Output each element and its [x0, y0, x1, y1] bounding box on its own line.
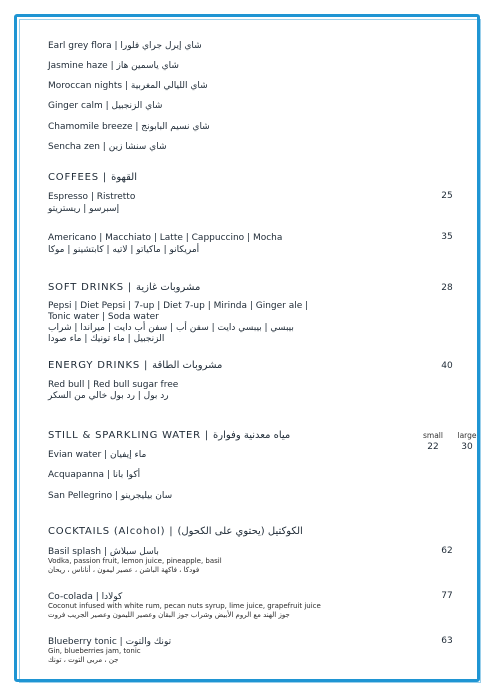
price: 77 — [441, 591, 453, 601]
price: 35 — [441, 232, 453, 242]
item-description-arabic: فودكا ، فاكهة الباشن ، عصير ليمون ، أناناس ، ريحان — [48, 566, 200, 574]
item-description-arabic: جن ، مربى التوت ، تونك — [48, 656, 119, 664]
price-small: 22 — [427, 442, 439, 452]
item-description: Gin, blueberries jam, tonic — [48, 647, 141, 655]
menu-item-arabic: أمريكانو | ماكياتو | لاتيه | كابتشينو | موكا — [48, 245, 200, 255]
section-heading-soft-drinks: SOFT DRINKS | مشروبات غازية — [48, 282, 201, 293]
menu-item: Earl grey flora | شاي إيرل جراي فلورا — [48, 41, 202, 51]
item-description: Vodka, passion fruit, lemon juice, pineapple, basil — [48, 557, 222, 565]
menu-item: Red bull | Red bull sugar free — [48, 380, 179, 390]
menu-item-arabic: بيبسي | بيبسي دايت | سفن أب | سفن أب دايت | ميراندا | شراب — [48, 323, 294, 333]
section-heading-coffees: COFFEES | القهوة — [48, 172, 137, 183]
menu-item: Moroccan nights | شاي الليالي المغربية — [48, 81, 208, 91]
menu-item: Espresso | Ristretto — [48, 192, 136, 202]
menu-item: San Pellegrino | سان بيليجرينو — [48, 491, 173, 501]
price-large: 30 — [461, 442, 473, 452]
section-heading-energy-drinks: ENERGY DRINKS | مشروبات الطاقة — [48, 360, 223, 371]
menu-item: Pepsi | Diet Pepsi | 7-up | Diet 7-up | Mirinda | Ginger ale | — [48, 301, 309, 311]
menu-item: Acquapanna | أكوا بانا — [48, 470, 141, 480]
menu-item: Jasmine haze | شاي ياسمين هاز — [48, 61, 179, 71]
menu-item: Ginger calm | شاي الزنجبيل — [48, 101, 163, 111]
menu-item: Basil splash | باسل سبلاش — [48, 547, 159, 557]
menu-item-arabic: الزنجبيل | ماء تونيك | ماء صودا — [48, 334, 165, 344]
menu-item: Co-colada | كولادا — [48, 592, 123, 602]
menu-item: Sencha zen | شاي سنشا زين — [48, 142, 167, 152]
section-heading-water: STILL & SPARKLING WATER | مياه معدنية وفوارة — [48, 430, 291, 441]
section-heading-cocktails: COCKTAILS (Alcohol) | الكوكتيل (يحتوي على الكحول) — [48, 526, 303, 537]
price: 40 — [441, 361, 453, 371]
menu-item: Chamomile breeze | شاي نسيم البابونج — [48, 122, 210, 132]
price: 28 — [441, 283, 453, 293]
menu-item-arabic: إسبرسو | ريستريتو — [48, 204, 120, 214]
column-label-large: large — [457, 431, 477, 440]
menu-item: Evian water | ماء إيفيان — [48, 450, 147, 460]
price: 63 — [441, 636, 453, 646]
item-description: Coconut infused with white rum, pecan nuts syrup, lime juice, grapefruit juice — [48, 602, 321, 610]
column-label-small: small — [423, 431, 443, 440]
price: 25 — [441, 191, 453, 201]
menu-item: Tonic water | Soda water — [48, 312, 159, 322]
menu-border-frame — [14, 14, 480, 682]
item-description-arabic: جوز الهند مع الروم الأبيض وشراب جوز البقان وعصير الليمون وعصير الجريب فروت — [48, 611, 290, 619]
menu-item: Blueberry tonic | تونك والتوت — [48, 637, 172, 647]
price: 62 — [441, 546, 453, 556]
menu-item: Americano | Macchiato | Latte | Cappuccino | Mocha — [48, 233, 283, 243]
menu-item-arabic: رد بول | رد بول خالي من السكر — [48, 391, 169, 401]
